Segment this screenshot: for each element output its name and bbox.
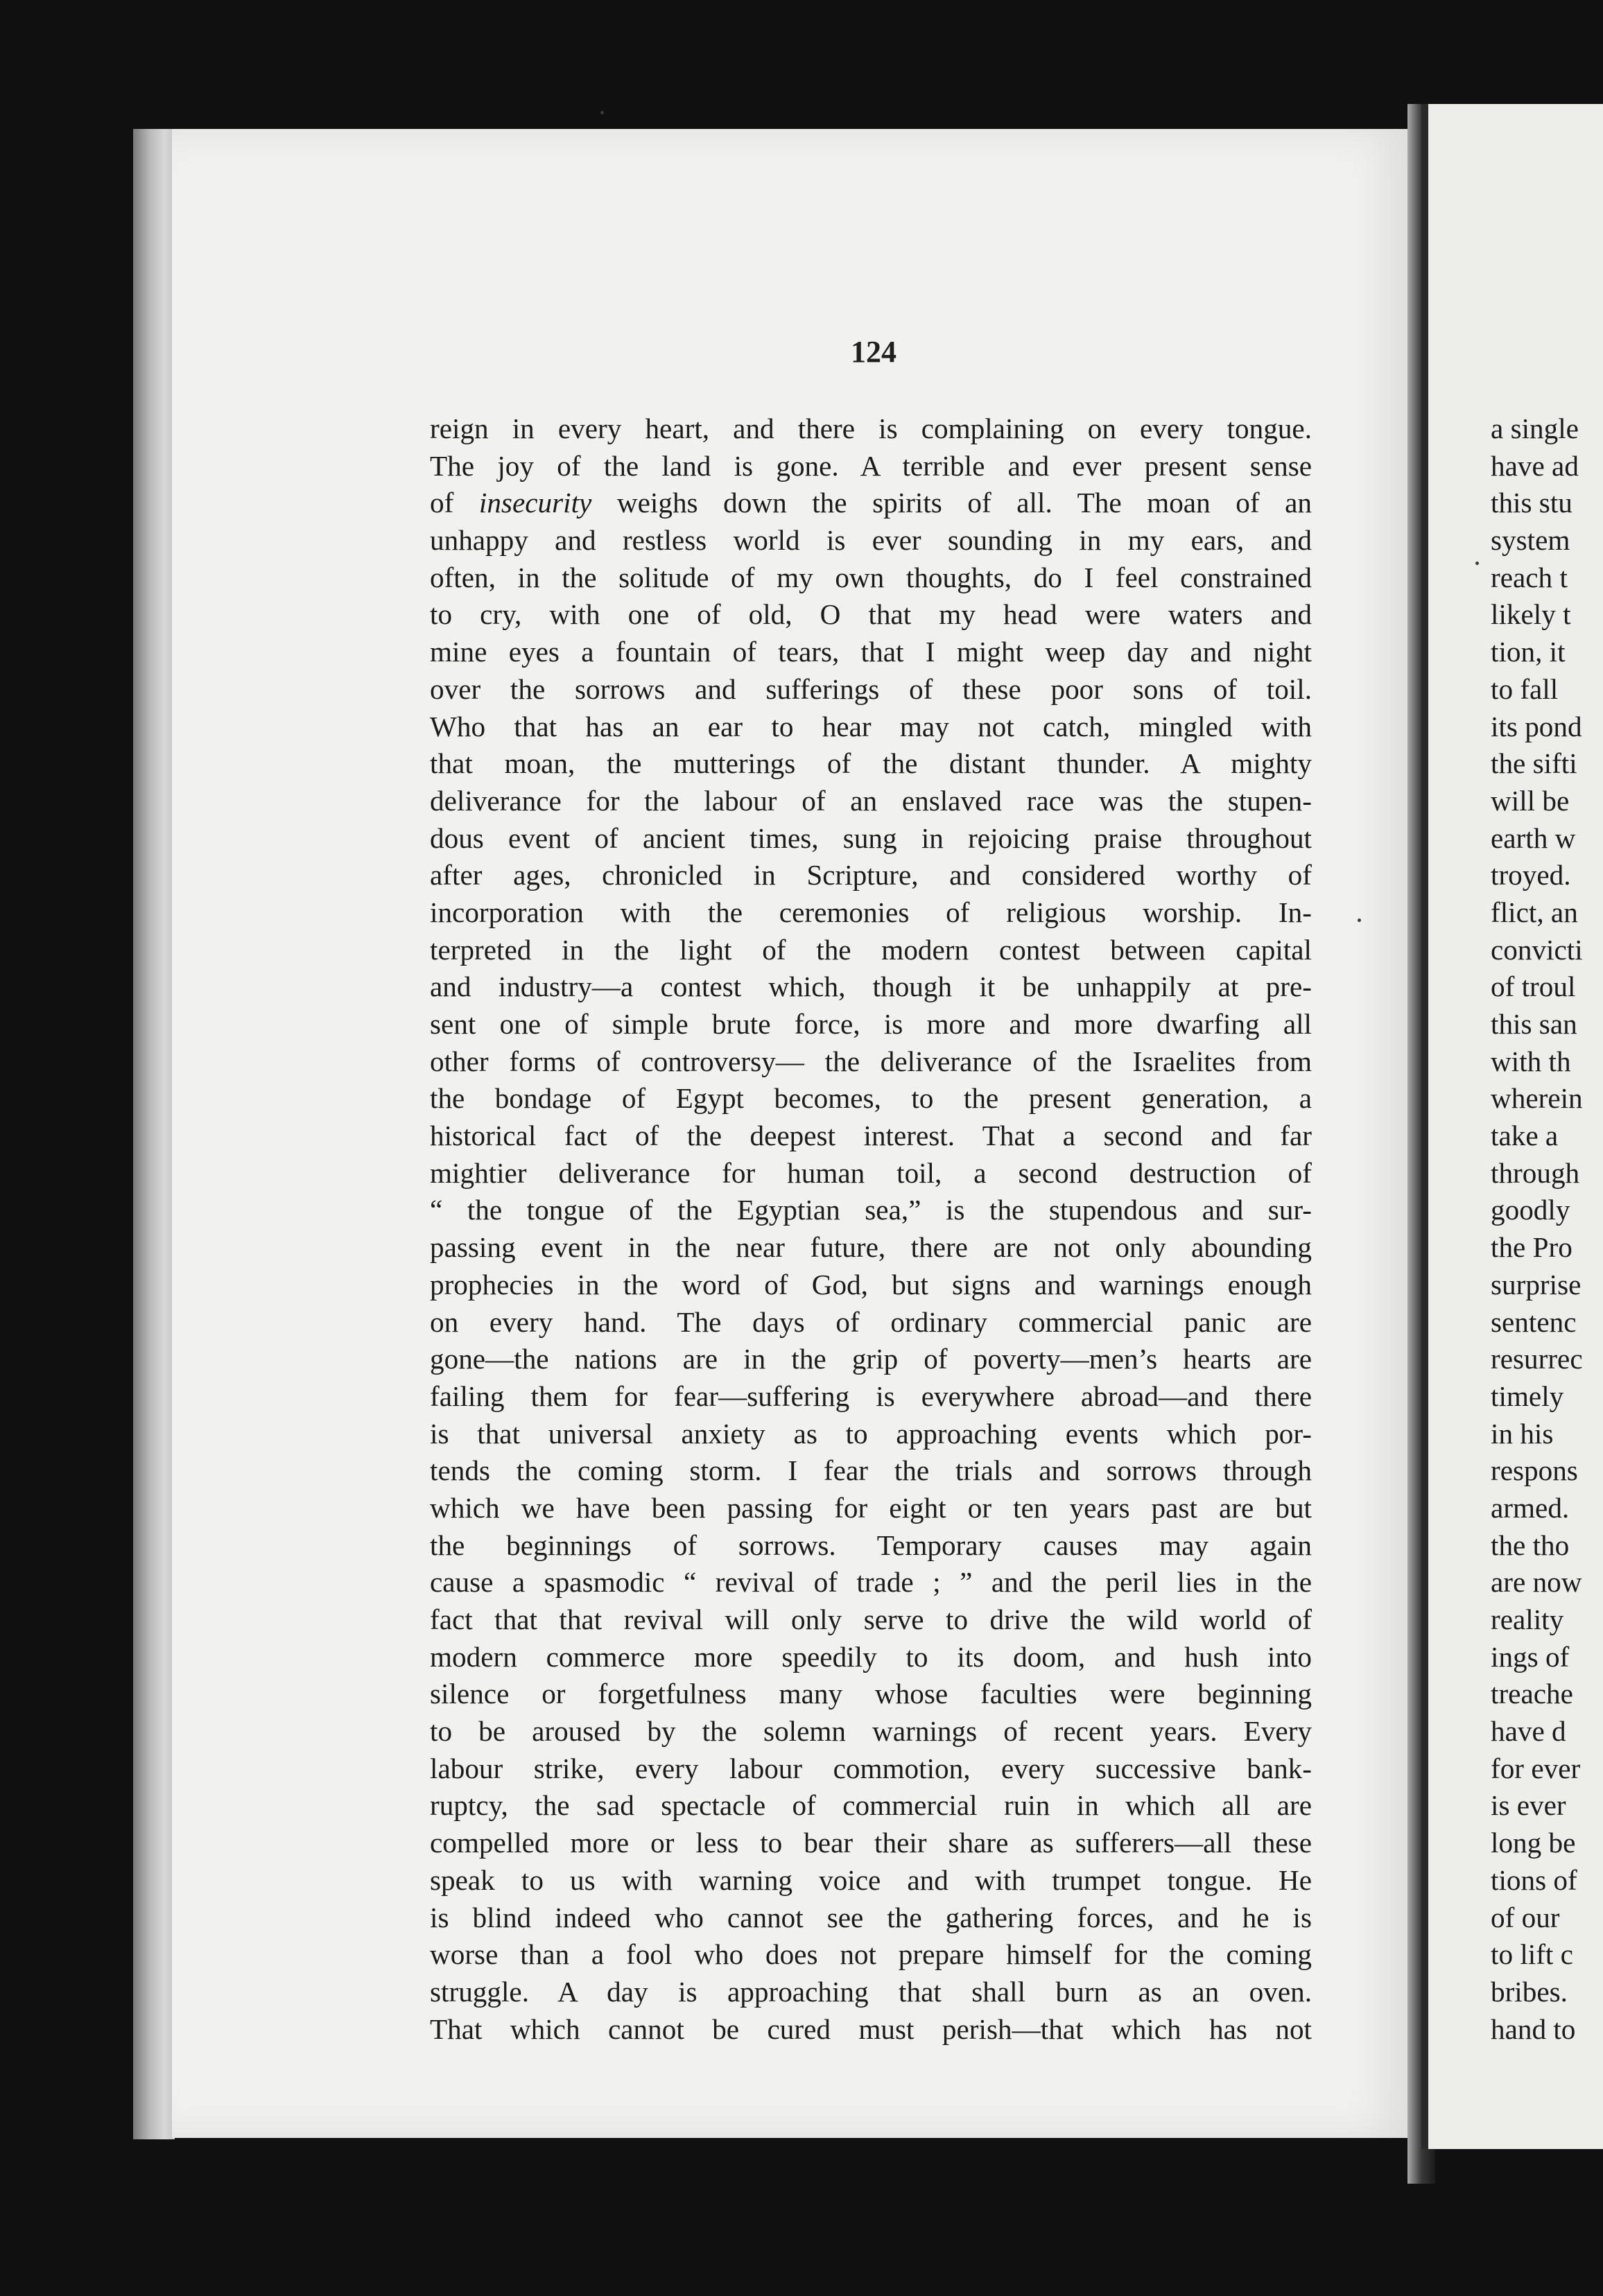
text-line: The joy of the land is gone. A terrible and ever present sense: [430, 449, 1312, 482]
text-line: armed.: [1491, 1491, 1570, 1524]
text-line: passing event in the near future, there are not only abounding: [430, 1231, 1312, 1264]
text-line: of troul: [1491, 971, 1576, 1003]
left-page-text: [430, 410, 1312, 2048]
text-line: unhappy and restless world is ever sounding in my ears, and: [430, 524, 1312, 557]
text-line: its pond: [1491, 710, 1582, 742]
text-line: goodly: [1491, 1194, 1570, 1226]
text-line: convicti: [1491, 933, 1583, 966]
right-page-text: [1491, 410, 1603, 2048]
text-line: the sifti: [1491, 747, 1577, 780]
text-line: prophecies in the word of God, but signs and warnings enough: [430, 1268, 1312, 1301]
text-line: resurrec: [1491, 1343, 1583, 1375]
text-line: modern commerce more speedily to its doom, and hush into: [430, 1640, 1312, 1673]
text-line: this san: [1491, 1008, 1577, 1040]
text-line: which we have been passing for eight or ten years past are but: [430, 1491, 1312, 1524]
text-line: reign in every heart, and there is complaining on every tongue.: [430, 412, 1312, 444]
text-line: historical fact of the deepest interest. That a second and far: [430, 1120, 1312, 1152]
text-line: surprise: [1491, 1268, 1582, 1301]
text-line: tion, it: [1491, 636, 1566, 668]
text-line: have d: [1491, 1715, 1566, 1748]
text-line: the bondage of Egypt becomes, to the present generation, a: [430, 1082, 1312, 1115]
text-line: sent one of simple brute force, is more and more dwarfing all: [430, 1008, 1312, 1040]
text-line: to be aroused by the solemn warnings of recent years. Every: [430, 1715, 1312, 1748]
text-line: respons: [1491, 1454, 1578, 1487]
text-line: tions of: [1491, 1863, 1577, 1896]
text-line: system: [1491, 524, 1570, 557]
text-line: earth w: [1491, 821, 1576, 854]
text-line: will be: [1491, 784, 1570, 817]
text-line: the tho: [1491, 1529, 1570, 1561]
text-line: reach t: [1491, 561, 1568, 593]
text-line: tends the coming storm. I fear the trials and sorrows through: [430, 1454, 1312, 1487]
text-line: cause a spasmodic “ revival of trade ; ” and the peril lies in the: [430, 1566, 1312, 1599]
text-line: worse than a fool who does not prepare himself for the coming: [430, 1938, 1312, 1971]
text-line: struggle. A day is approaching that shall burn as an oven.: [430, 1975, 1312, 2008]
text-line: flict, an: [1491, 896, 1578, 928]
text-line: dous event of ancient times, sung in rejoicing praise throughout: [430, 821, 1312, 854]
text-line: ings of: [1491, 1640, 1570, 1673]
text-line: troyed.: [1491, 859, 1571, 892]
text-line: to cry, with one of old, O that my head were waters and: [430, 598, 1312, 631]
text-line: that moan, the mutterings of the distant thunder. A mighty: [430, 747, 1312, 780]
page-edges: [133, 129, 175, 2139]
text-line: hand to: [1491, 2012, 1576, 2045]
text-line: gone—the nations are in the grip of poverty—men’s hearts are: [430, 1343, 1312, 1375]
text-line: sentenc: [1491, 1305, 1577, 1338]
text-line: treache: [1491, 1678, 1573, 1710]
text-line: speak to us with warning voice and with trumpet tongue. He: [430, 1863, 1312, 1896]
text-line: failing them for fear—suffering is everywhere abroad—and there: [430, 1380, 1312, 1412]
text-line: compelled more or less to bear their share as sufferers—all these: [430, 1827, 1312, 1859]
text-line: silence or forgetfulness many whose faculties were beginning: [430, 1678, 1312, 1710]
text-line: the beginnings of sorrows. Temporary causes may again: [430, 1529, 1312, 1561]
text-line: reality: [1491, 1603, 1564, 1635]
text-line: other forms of controversy— the deliverance of the Israelites from: [430, 1045, 1312, 1077]
text-line: to lift c: [1491, 1938, 1573, 1971]
text-line: labour strike, every labour commotion, every successive bank-: [430, 1752, 1312, 1784]
text-line: mine eyes a fountain of tears, that I might weep day and night: [430, 636, 1312, 668]
text-line: is that universal anxiety as to approaching events which por-: [430, 1417, 1312, 1450]
text-line: to fall: [1491, 672, 1559, 705]
text-line: is ever: [1491, 1789, 1566, 1822]
text-line: timely: [1491, 1380, 1564, 1412]
text-line: a single: [1491, 412, 1579, 444]
text-line: mightier deliverance for human toil, a second destruction of: [430, 1156, 1312, 1189]
text-line: after ages, chronicled in Scripture, and considered worthy of: [430, 859, 1312, 892]
text-line: and industry—a contest which, though it be unhappily at pre-: [430, 971, 1312, 1003]
text-line: of insecurity weighs down the spirits of all. The moan of an: [430, 487, 1312, 519]
text-line: wherein: [1491, 1082, 1583, 1115]
text-line: with th: [1491, 1045, 1571, 1077]
text-line: Who that has an ear to hear may not catch, mingled with: [430, 710, 1312, 742]
text-line: terpreted in the light of the modern contest between capital: [430, 933, 1312, 966]
text-line: ruptcy, the sad spectacle of commercial ruin in which all are: [430, 1789, 1312, 1822]
text-line: take a: [1491, 1120, 1559, 1152]
text-line: deliverance for the labour of an enslaved race was the stupen-: [430, 784, 1312, 817]
text-line: likely t: [1491, 598, 1571, 631]
text-line: incorporation with the ceremonies of religious worship. In-: [430, 896, 1312, 928]
text-line: over the sorrows and sufferings of these poor sons of toil.: [430, 672, 1312, 705]
dust-speck: [600, 111, 604, 114]
text-line: long be: [1491, 1827, 1576, 1859]
text-line: of our: [1491, 1901, 1560, 1933]
text-line: bribes.: [1491, 1975, 1568, 2008]
text-line: on every hand. The days of ordinary commercial panic are: [430, 1305, 1312, 1338]
dust-speck: [1475, 562, 1479, 565]
text-line: That which cannot be cured must perish—that which has not: [430, 2012, 1312, 2045]
text-line: is blind indeed who cannot see the gathering forces, and he is: [430, 1901, 1312, 1933]
text-line: in his: [1491, 1417, 1554, 1450]
dust-speck: [1358, 919, 1361, 922]
text-line: fact that that revival will only serve to drive the wild world of: [430, 1603, 1312, 1635]
text-line: through: [1491, 1156, 1580, 1189]
text-line: often, in the solitude of my own thoughts, do I feel constrained: [430, 561, 1312, 593]
text-line: “ the tongue of the Egyptian sea,” is the stupendous and sur-: [430, 1194, 1312, 1226]
page-number: 124: [851, 335, 896, 369]
text-line: have ad: [1491, 449, 1579, 482]
text-line: the Pro: [1491, 1231, 1572, 1264]
text-line: this stu: [1491, 487, 1572, 519]
text-line: are now: [1491, 1566, 1582, 1599]
text-line: for ever: [1491, 1752, 1581, 1784]
